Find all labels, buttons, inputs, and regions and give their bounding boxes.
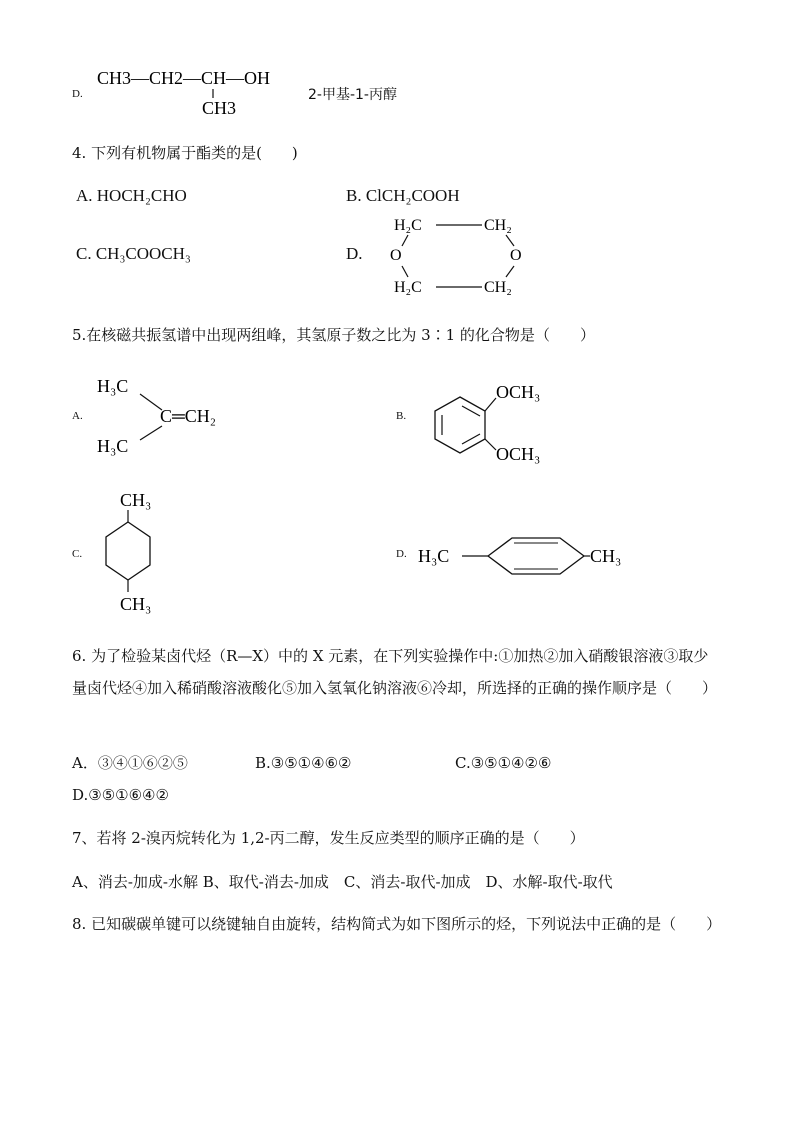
q5-stem: 5.在核磁共振氢谱中出现两组峰，其氢原子数之比为 3∶1 的化合物是（ ） [72, 326, 595, 344]
q3-d-name: 2-甲基-1-丙醇 [308, 87, 397, 103]
q4-d-dioxane-ring [386, 210, 536, 300]
q4-ring-bot-left: H₂C [394, 279, 422, 296]
q5-a-letter[interactable]: A. [72, 410, 83, 422]
q8-stem: 8. 已知碳碳单键可以绕键轴自由旋转，结构简式为如下图所示的烃，下列说法中正确的是（ ） [72, 915, 722, 933]
q7-stem: 7、若将 2-溴丙烷转化为 1,2-丙二醇，发生反应类型的顺序正确的是（ ） [72, 829, 585, 847]
q7-options[interactable]: A、消去-加成-水解 B、取代-消去-加成 C、消去-取代-加成 D、水解-取代-取代 [72, 873, 613, 891]
q5-b-och3-bot: OCH₃ [496, 444, 541, 464]
q5-a-h3c-top: H₃C [97, 376, 129, 396]
q5-a-h3c-bot: H₃C [97, 436, 129, 456]
q4-ring-mid-left: O [390, 247, 402, 264]
q5-c-ch3-top: CH₃ [120, 490, 152, 510]
q5-d-structure [416, 532, 646, 580]
q4-ring-mid-right: O [510, 247, 522, 264]
q4-ring-top-left: H₂C [394, 217, 422, 234]
q3-d-letter: D. [72, 88, 83, 100]
q6-option-d[interactable]: D.③⑤①⑥④② [72, 786, 169, 804]
q5-d-left: H₃C [418, 546, 450, 566]
q6-option-a[interactable]: A．③④①⑥②⑤ [72, 754, 188, 772]
q4-option-d-letter[interactable]: D. [346, 244, 363, 263]
q5-c-letter[interactable]: C. [72, 548, 83, 560]
q4-stem: 4. 下列有机物属于酯类的是( ) [72, 144, 298, 162]
q3-d-formula-main: CH3—CH2—CH—OH [97, 68, 271, 88]
q5-b-structure [420, 376, 570, 468]
q5-b-och3-top: OCH₃ [496, 382, 541, 402]
q3-d-formula-branch: CH3 [202, 98, 237, 118]
q6-option-c[interactable]: C.③⑤①④②⑥ [455, 754, 552, 772]
q5-b-letter[interactable]: B. [396, 410, 407, 422]
q3-d-structure [92, 60, 302, 120]
q4-option-a[interactable]: A. HOCH₂CHO [76, 186, 187, 205]
q5-a-center: C═CH₂ [160, 406, 217, 426]
q6-option-b[interactable]: B.③⑤①④⑥② [255, 754, 352, 772]
q5-c-ch3-bot: CH₃ [120, 594, 152, 614]
q5-a-structure [92, 370, 262, 460]
q5-c-structure [94, 488, 184, 618]
q4-ring-top-right: CH₂ [484, 217, 512, 234]
q4-option-c[interactable]: C. CH₃COOCH₃ [76, 244, 191, 263]
q6-stem: 6. 为了检验某卤代烃（R—X）中的 X 元素，在下列实验操作中:①加热②加入硝酸银溶液③取少量卤代烃④加入稀硝酸溶液酸化⑤加入氢氧化钠溶液⑥冷却，所选择的正确的操作顺序是（ ） [72, 647, 718, 697]
q5-d-letter[interactable]: D. [396, 548, 407, 560]
q5-d-right: CH₃ [590, 546, 622, 566]
q4-ring-bot-right: CH₂ [484, 279, 512, 296]
q4-option-b[interactable]: B. ClCH₂COOH [346, 186, 460, 205]
